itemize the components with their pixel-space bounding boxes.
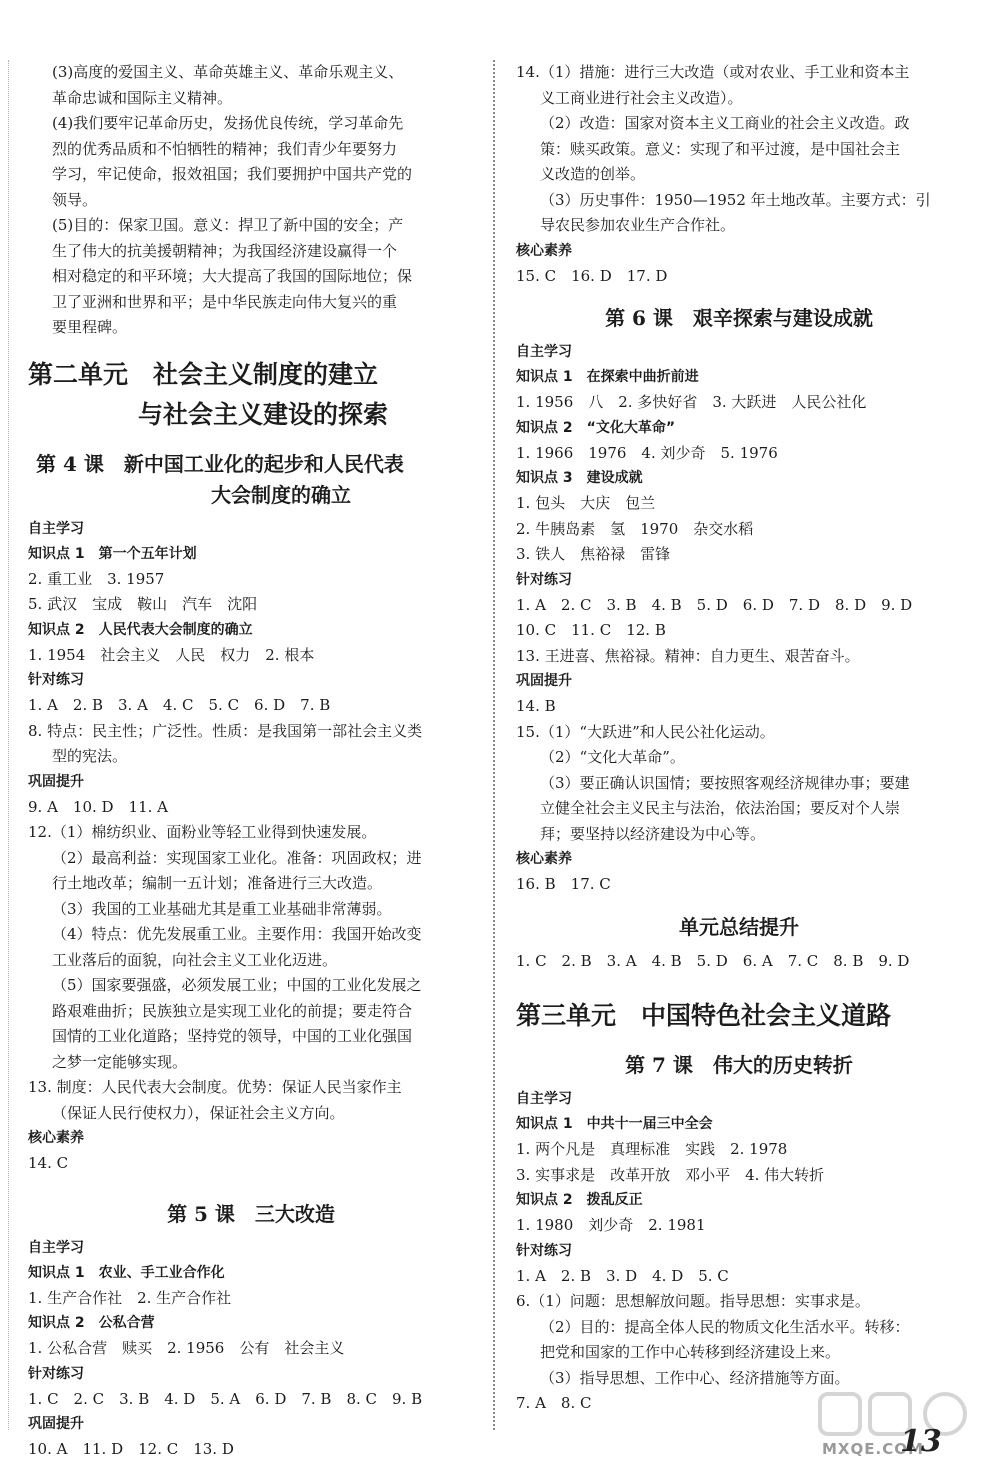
answer-line: （3）指导思想、工作中心、经济措施等方面。 bbox=[540, 1368, 850, 1387]
section-heading: 针对练习 bbox=[28, 1365, 84, 1382]
section-heading: 巩固提升 bbox=[28, 773, 84, 790]
answer-line: 路艰难曲折；民族独立是实现工业化的前提；要走符合 bbox=[52, 1001, 413, 1020]
answer-line: (3)高度的爱国主义、革命英雄主义、革命乐观主义、 bbox=[52, 63, 404, 81]
section-heading: 巩固提升 bbox=[28, 1416, 84, 1432]
answer-line: （4）特点：优先发展重工业。主要作用：我国开始改变 bbox=[52, 925, 422, 943]
section-heading: 知识点 1 第一个五年计划 bbox=[28, 545, 197, 562]
lesson4-title-line2: 大会制度的确立 bbox=[211, 482, 351, 507]
answer-line: 革命忠诚和国际主义精神。 bbox=[52, 88, 233, 107]
section-heading: 核心素养 bbox=[516, 242, 572, 259]
answer-line: 1. 1980 刘少奇 2. 1981 bbox=[516, 1216, 706, 1234]
lesson4-title bbox=[28, 449, 474, 511]
section-heading: 针对练习 bbox=[516, 571, 572, 588]
answer-line: 拜；要坚持以经济建设为中心等。 bbox=[540, 824, 766, 843]
section-heading: 知识点 2 公私合营 bbox=[28, 1315, 155, 1331]
section-heading: 知识点 1 农业、手工业合作化 bbox=[28, 1264, 225, 1281]
answer-line: 15. C 16. D 17. D bbox=[516, 266, 668, 285]
answer-line: 领导。 bbox=[52, 190, 98, 209]
answer-line: 7. A 8. C bbox=[516, 1394, 592, 1412]
section-heading: 自主学习 bbox=[516, 344, 572, 360]
answer-line: 烈的优秀品质和不怕牺牲的精神；我们青少年要努力 bbox=[52, 139, 398, 158]
answer-line: 1. 生产合作社 2. 生产合作社 bbox=[28, 1288, 232, 1307]
answer-line: 13. 制度：人民代表大会制度。优势：保证人民当家作主 bbox=[28, 1078, 402, 1096]
answer-line: 策：赎买政策。意义：实现了和平过渡，是中国社会主 bbox=[540, 139, 901, 158]
answer-line: 14. C bbox=[28, 1154, 69, 1172]
answer-line: 1. C 2. C 3. B 4. D 5. A 6. D 7. B 8. C 9. B bbox=[28, 1389, 423, 1408]
answer-line: （2）最高利益：实现国家工业化。准备：巩固政权；进 bbox=[52, 848, 422, 867]
section-heading: 知识点 1 在探索中曲折前进 bbox=[516, 369, 699, 385]
section-heading: 针对练习 bbox=[28, 672, 84, 688]
section-heading: 核心素养 bbox=[516, 851, 572, 867]
section-heading: 自主学习 bbox=[28, 520, 84, 537]
answer-line: （保证人民行使权力），保证社会主义方向。 bbox=[52, 1103, 345, 1122]
answer-line: 卫了亚洲和世界和平；是中华民族走向伟大复兴的重 bbox=[52, 292, 398, 311]
page-number: 13 bbox=[900, 1424, 942, 1459]
answer-line: 义工商业进行社会主义改造）。 bbox=[540, 88, 743, 107]
answer-line: （5）国家要强盛，必须发展工业；中国的工业化发展之 bbox=[52, 976, 422, 994]
unit-summary-title: 单元总结提升 bbox=[679, 914, 799, 939]
unit-summary-answers: 1. C 2. B 3. A 4. B 5. D 6. A 7. C 8. B 9. D bbox=[516, 951, 910, 970]
lesson5-title: 第 5 课 三大改造 bbox=[167, 1201, 335, 1226]
answer-line: 1. 1966 1976 4. 刘少奇 5. 1976 bbox=[516, 443, 778, 462]
section-heading: 针对练习 bbox=[516, 1242, 572, 1259]
answer-line: (4)我们要牢记革命历史，发扬优良传统，学习革命先 bbox=[52, 114, 404, 132]
answer-line: 3. 铁人 焦裕禄 雷锋 bbox=[516, 545, 671, 563]
answer-line: （2）“文化大革命”。 bbox=[540, 748, 685, 766]
answer-line: 14.（1）措施：进行三大改造（或对农业、手工业和资本主 bbox=[516, 63, 910, 81]
lesson4-title-line1: 第 4 课 新中国工业化的起步和人民代表 bbox=[36, 451, 404, 476]
answer-line: （3）我国的工业基础尤其是重工业基础非常薄弱。 bbox=[52, 899, 392, 918]
answer-line: 5. 武汉 宝成 鞍山 汽车 沈阳 bbox=[28, 595, 258, 613]
answer-line: 把党和国家的工作中心转移到经济建设上来。 bbox=[540, 1343, 841, 1361]
answer-line: 要里程碑。 bbox=[52, 318, 128, 336]
answer-line: （2）目的：提高全体人民的物质文化生活水平。转移： bbox=[540, 1317, 910, 1336]
answer-line: 导农民参加农业生产合作社。 bbox=[540, 216, 736, 234]
section-heading: 自主学习 bbox=[28, 1239, 84, 1256]
answer-line: 1. 公私合营 赎买 2. 1956 公有 社会主义 bbox=[28, 1339, 345, 1357]
answer-line: 义改造的创举。 bbox=[540, 165, 646, 183]
section-heading: 巩固提升 bbox=[516, 673, 572, 689]
answer-line: 8. 特点：民主性；广泛性。性质：是我国第一部社会主义类 bbox=[28, 721, 423, 740]
section-heading: 知识点 2 “文化大革命” bbox=[516, 419, 676, 436]
answer-line: 1. 1956 八 2. 多快好省 3. 大跃进 人民公社化 bbox=[516, 393, 867, 411]
answer-line: 行土地改革；编制一五计划；准备进行三大改造。 bbox=[52, 874, 383, 892]
unit2-title-line1: 第二单元 社会主义制度的建立 bbox=[28, 359, 379, 389]
lesson7-title: 第 7 课 伟大的历史转折 bbox=[625, 1053, 853, 1077]
answer-line: 型的宪法。 bbox=[52, 747, 128, 765]
answer-line: 1. A 2. C 3. B 4. B 5. D 6. D 7. D 8. D 9. D bbox=[516, 595, 913, 614]
answer-line: 1. 包头 大庆 包兰 bbox=[516, 494, 656, 512]
right-column bbox=[516, 60, 962, 1417]
answer-line: 9. A 10. D 11. A bbox=[28, 797, 169, 816]
answer-line: 立健全社会主义民主与法治，依法治国；要反对个人崇 bbox=[540, 799, 901, 817]
answer-line: （2）改造：国家对资本主义工商业的社会主义改造。政 bbox=[540, 114, 910, 132]
answer-line: 工业落后的面貌，向社会主义工业化迈进。 bbox=[52, 950, 338, 969]
section-heading: 核心素养 bbox=[28, 1130, 84, 1146]
answer-line: 1. A 2. B 3. D 4. D 5. C bbox=[516, 1266, 729, 1285]
lesson4-answers bbox=[28, 517, 474, 1177]
answer-line: 15.（1）“大跃进”和人民公社化运动。 bbox=[516, 722, 775, 741]
lesson3-answers-continued bbox=[28, 60, 474, 341]
column-divider bbox=[493, 60, 495, 1430]
answer-line: 6.（1）问题：思想解放问题。指导思想：实事求是。 bbox=[516, 1292, 870, 1310]
answer-line: 12.（1）棉纺织业、面粉业等轻工业得到快速发展。 bbox=[28, 823, 377, 841]
answer-line: 2. 重工业 3. 1957 bbox=[28, 569, 165, 588]
section-heading: 知识点 2 人民代表大会制度的确立 bbox=[28, 621, 253, 638]
answer-line: 相对稳定的和平环境；大大提高了我国的国际地位；保 bbox=[52, 267, 413, 285]
answer-line: 1. A 2. B 3. A 4. C 5. C 6. D 7. B bbox=[28, 696, 331, 714]
lesson5-answers bbox=[28, 1236, 474, 1463]
answer-line: (5)目的：保家卫国。意义：捍卫了新中国的安全；产 bbox=[52, 216, 404, 234]
answer-line: 3. 实事求是 改革开放 邓小平 4. 伟大转折 bbox=[516, 1165, 825, 1184]
answer-line: 生了伟大的抗美援朝精神；为我国经济建设赢得一个 bbox=[52, 241, 398, 260]
answer-line: 1. 两个凡是 真理标准 实践 2. 1978 bbox=[516, 1140, 788, 1158]
answer-line: 13. 王进喜、焦裕禄。精神：自力更生、艰苦奋斗。 bbox=[516, 646, 860, 665]
answer-line: 国情的工业化道路；坚持党的领导，中国的工业化强国 bbox=[52, 1027, 413, 1045]
answer-line: 2. 牛胰岛素 氢 1970 杂交水稻 bbox=[516, 519, 754, 538]
lesson6-answers bbox=[516, 340, 962, 898]
left-column bbox=[28, 60, 474, 1463]
answer-line: 16. B 17. C bbox=[516, 875, 611, 893]
lesson7-answers bbox=[516, 1087, 962, 1417]
answer-line: 学习，牢记使命，报效祖国；我们要拥护中国共产党的 bbox=[52, 165, 413, 183]
unit2-title bbox=[28, 355, 474, 435]
section-heading: 知识点 2 拨乱反正 bbox=[516, 1192, 643, 1208]
answer-line: 10. C 11. C 12. B bbox=[516, 621, 666, 639]
section-heading: 知识点 3 建设成就 bbox=[516, 470, 643, 486]
answer-line: 1. 1954 社会主义 人民 权力 2. 根本 bbox=[28, 645, 315, 664]
watermark-text: MXQE.COM bbox=[822, 1440, 924, 1458]
lesson6-title: 第 6 课 艰辛探索与建设成就 bbox=[605, 306, 873, 330]
section-heading: 知识点 1 中共十一届三中全会 bbox=[516, 1116, 713, 1132]
answer-line: 之梦一定能够实现。 bbox=[52, 1052, 188, 1071]
unit3-title: 第三单元 中国特色社会主义道路 bbox=[516, 1001, 892, 1030]
answer-line: 10. A 11. D 12. C 13. D bbox=[28, 1440, 234, 1458]
section-heading: 自主学习 bbox=[516, 1091, 572, 1107]
answer-line: （3）要正确认识国情；要按照客观经济规律办事；要建 bbox=[540, 773, 910, 792]
binding-edge-line bbox=[8, 60, 9, 1430]
lesson5-answers-continued bbox=[516, 60, 962, 289]
answer-line: 14. B bbox=[516, 697, 556, 715]
answer-line: （3）历史事件：1950—1952 年土地改革。主要方式：引 bbox=[540, 190, 931, 209]
unit2-title-line2: 与社会主义建设的探索 bbox=[138, 399, 389, 429]
